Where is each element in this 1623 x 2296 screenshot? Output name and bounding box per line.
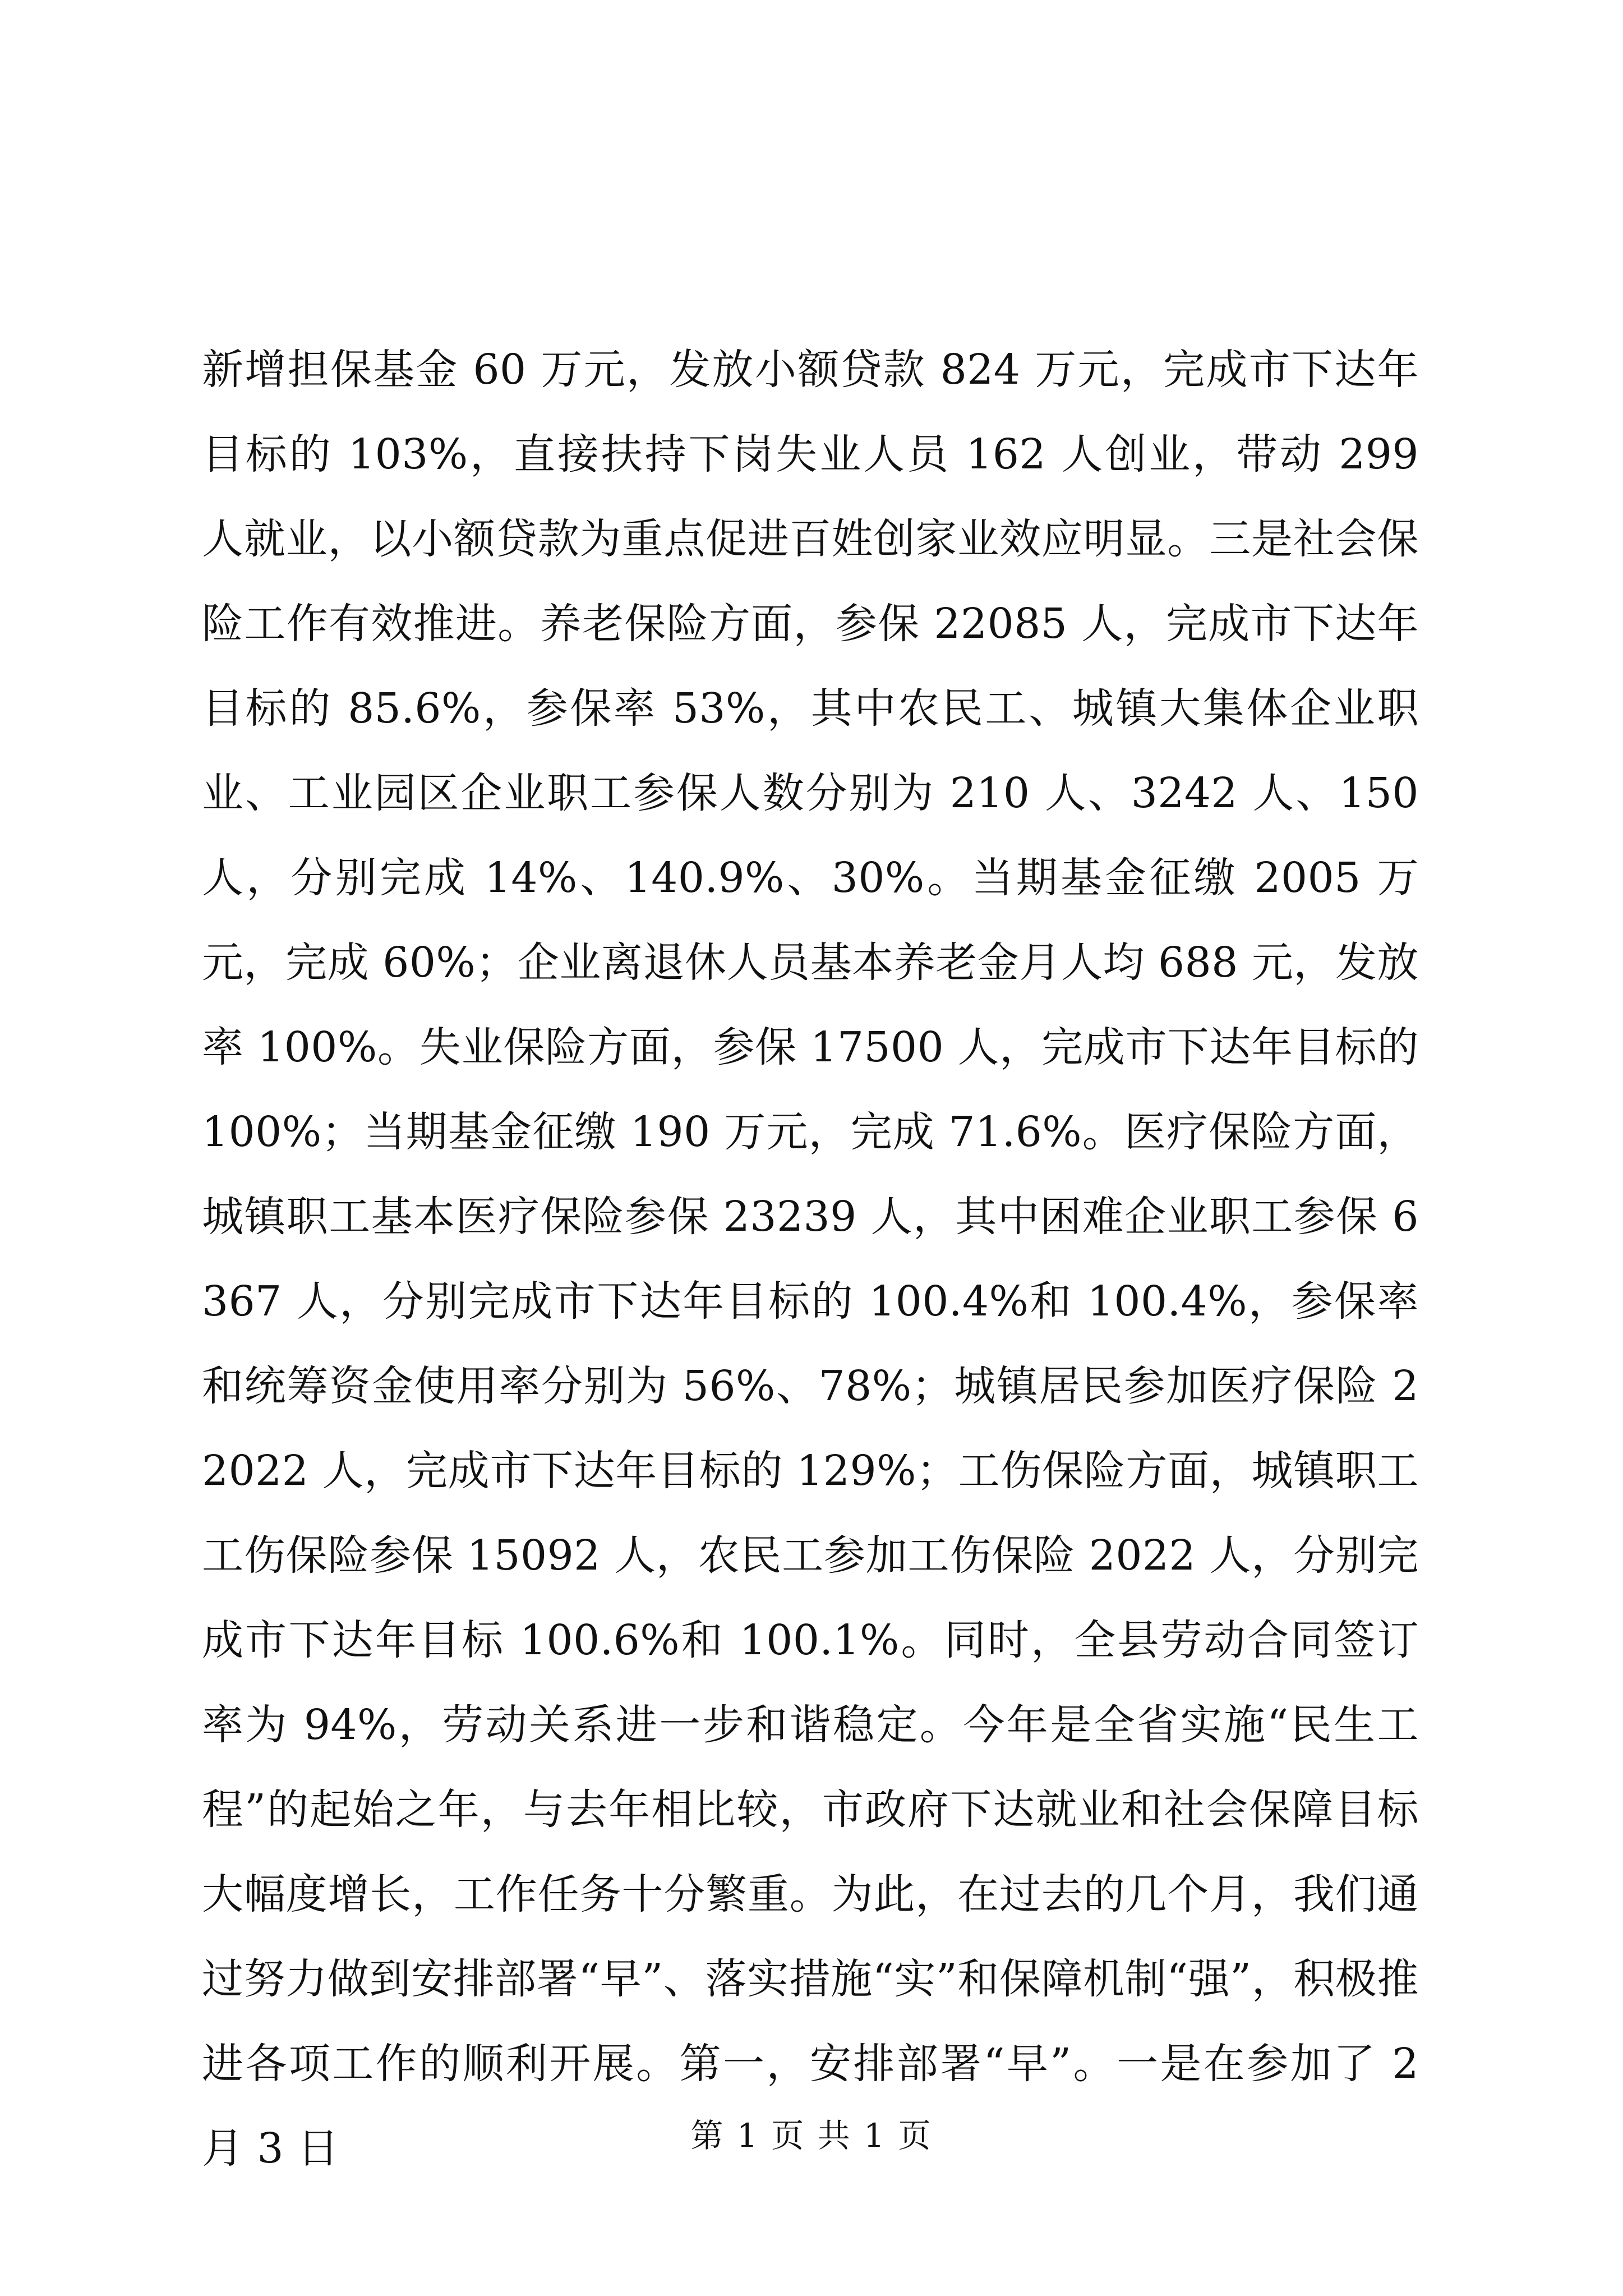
page-footer: 第 1 页 共 1 页: [690, 2116, 933, 2155]
body-paragraph: 新增担保基金 60 万元，发放小额贷款 824 万元，完成市下达年目标的 103%，直接扶持下岗失业人员 162 人创业，带动 299 人就业，以小额贷款为重点促进百姓创家业效应明显。三是社会保险工作有效推进。养老保险方面，参保 22085 人，完成市下达年目标的 85.6%，参保率 53%，其中农民工、城镇大集体企业职业、工业园区企业职工参保人数分别为 210 人、3242 人、150 人，分别完成 14%、140.9%、30%。当期基金征缴 2005 万元，完成 60%；企业离退休人员基本养老金月人均 688 元，发放率 100%。失业保险方面，参保 17500 人，完成市下达年目标的 100%；当期基金征缴 190 万元，完成 71.6%。医疗保险方面，城镇职工基本医疗保险参保 23239 人，其中困难企业职工参保 6367 人，分别完成市下达年目标的 100.4%和 100.4%，参保率和统筹资金使用率分别为 56%、78%；城镇居民参加医疗保险 22022 人，完成市下达年目标的 129%；工伤保险方面，城镇职工工伤保险参保 15092 人，农民工参加工伤保险 2022 人，分别完成市下达年目标 100.6%和 100.1%。同时，全县劳动合同签订率为 94%，劳动关系进一步和谐稳定。今年是全省实施“民生工程”的起始之年，与去年相比较，市政府下达就业和社会保障目标大幅度增长，工作任务十分繁重。为此，在过去的几个月，我们通过努力做到安排部署“早”、落实措施“实”和保障机制“强”，积极推进各项工作的顺利开展。第一，安排部署“早”。一是在参加了 2 月 3 日: [202, 346, 1419, 2173]
document-body: [202, 286, 1419, 2233]
